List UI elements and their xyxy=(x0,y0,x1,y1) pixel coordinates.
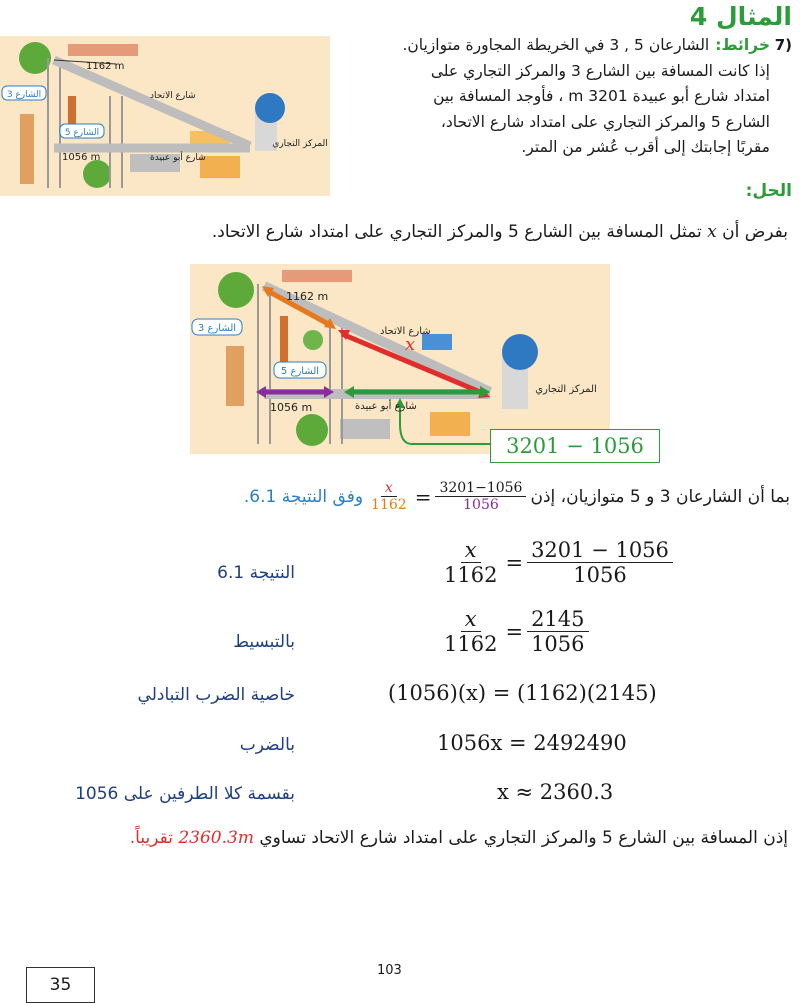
step-1-rhs-den: 1056 xyxy=(573,563,627,587)
large-bottom-length: 1056 m xyxy=(270,401,313,414)
assume-var: x xyxy=(707,222,717,242)
since-line xyxy=(244,480,790,513)
step-5-math: x ≈ 2360.3 xyxy=(497,780,614,804)
small-top-length: 1162 m xyxy=(86,61,125,72)
step-2-reason: بالتبسيط xyxy=(233,632,295,652)
since-fraction-left xyxy=(367,480,411,513)
tree-icon xyxy=(296,414,328,446)
problem-line-3: امتداد شارع أبو عبيدة 3201 m ، فأوجد المسافة بين xyxy=(433,87,770,105)
step-2-math xyxy=(440,607,589,656)
step-1-eq: = xyxy=(505,550,524,575)
problem-line-2: إذا كانت المسافة بين الشارع 3 والمركز التجاري على xyxy=(430,61,770,80)
mall-dome-icon xyxy=(502,334,538,370)
since-eq: = xyxy=(414,484,432,509)
large-street3: الشارع 3 xyxy=(197,323,237,334)
large-map xyxy=(190,264,610,454)
solution-label: الحل: xyxy=(745,181,792,201)
large-street-ittihad: شارع الاتحاد xyxy=(380,326,431,337)
small-street-ittihad: شارع الاتحاد xyxy=(150,91,196,101)
step-2-rhs-num: 2145 xyxy=(527,607,588,632)
problem-line-4: الشارع 5 والمركز التجاري على امتداد شارع الاتحاد، xyxy=(440,112,770,131)
since-frac1-num: x xyxy=(381,480,397,497)
mall-dome-icon xyxy=(255,93,285,123)
page-number: 103 xyxy=(377,963,402,978)
conclusion-value: 2360.3m xyxy=(178,828,254,848)
step-1-lhs xyxy=(440,538,501,587)
problem-line-5: مقربًا إجابتك إلى أقرب عُشر من المتر. xyxy=(521,138,770,156)
step-2-eq: = xyxy=(505,619,524,644)
assume-after: تمثل المسافة بين الشارع 5 والمركز التجاري على امتداد شارع الاتحاد. xyxy=(211,222,702,242)
small-map xyxy=(0,36,330,196)
box-number: 35 xyxy=(26,967,95,1003)
since-fraction-right xyxy=(435,480,526,513)
step-3-reason: خاصية الضرب التبادلي xyxy=(137,685,295,705)
small-street-abu: شارع أبو عبيدة xyxy=(150,153,206,163)
step-2-rhs xyxy=(527,607,588,656)
conclusion-line xyxy=(130,828,788,848)
tree-icon xyxy=(19,42,51,74)
small-mall: المركز التجاري xyxy=(272,139,328,149)
tree-icon xyxy=(218,272,254,308)
tree-icon xyxy=(303,330,323,350)
small-bottom-length: 1056 m xyxy=(62,152,101,163)
step-1-rhs xyxy=(527,538,673,587)
step-1-rhs-num: 3201 − 1056 xyxy=(527,538,673,563)
small-street3: الشارع 3 xyxy=(6,90,42,100)
since-frac2-den: 1056 xyxy=(463,497,499,513)
large-top-length: 1162 m xyxy=(286,290,329,303)
difference-box: 3201 − 1056 xyxy=(490,429,660,463)
step-4-reason: بالضرب xyxy=(239,735,295,755)
step-1-lhs-den: 1162 xyxy=(444,563,498,587)
large-street-abu: شارع أبو عبيدة xyxy=(355,401,417,412)
conclusion-approx: تقريباً. xyxy=(129,828,173,848)
small-street5: الشارع 5 xyxy=(64,128,100,138)
problem-line-1: الشارعان 5 , 3 في الخريطة المجاورة متوازيان. xyxy=(402,36,710,54)
tree-icon xyxy=(83,160,111,188)
since-frac1-den: 1162 xyxy=(371,497,407,513)
step-5-reason: بقسمة كلا الطرفين على 1056 xyxy=(75,784,295,804)
step-4-math: 1056x = 2492490 xyxy=(437,731,627,755)
example-title: المثال 4 xyxy=(689,2,792,31)
step-1-lhs-num: x xyxy=(461,538,481,563)
step-3-math: (1056)(x) = (1162)(2145) xyxy=(388,681,657,705)
assume-before: بفرض أن xyxy=(722,222,788,242)
large-x-label: x xyxy=(405,334,416,355)
step-2-lhs-den: 1162 xyxy=(444,632,498,656)
conclusion-text: إذن المسافة بين الشارع 5 والمركز التجاري على امتداد شارع الاتحاد تساوي xyxy=(259,828,788,848)
large-mall: المركز التجاري xyxy=(535,384,597,395)
since-text: بما أن الشارعان 3 و 5 متوازيان، إذن xyxy=(530,486,790,507)
step-1-math xyxy=(440,538,673,587)
step-2-rhs-den: 1056 xyxy=(531,632,585,656)
large-street5: الشارع 5 xyxy=(280,366,320,377)
step-2-lhs xyxy=(440,607,501,656)
problem-number: 7) xyxy=(774,36,792,54)
since-frac2-num: 3201−1056 xyxy=(435,480,526,497)
problem-label: خرائط: xyxy=(715,36,770,54)
since-suffix: وفق النتيجة 6.1. xyxy=(243,486,364,507)
assumption-line xyxy=(212,222,788,242)
step-2-lhs-num: x xyxy=(461,607,481,632)
step-1-reason: النتيجة 6.1 xyxy=(217,563,295,583)
problem-statement xyxy=(300,33,770,161)
